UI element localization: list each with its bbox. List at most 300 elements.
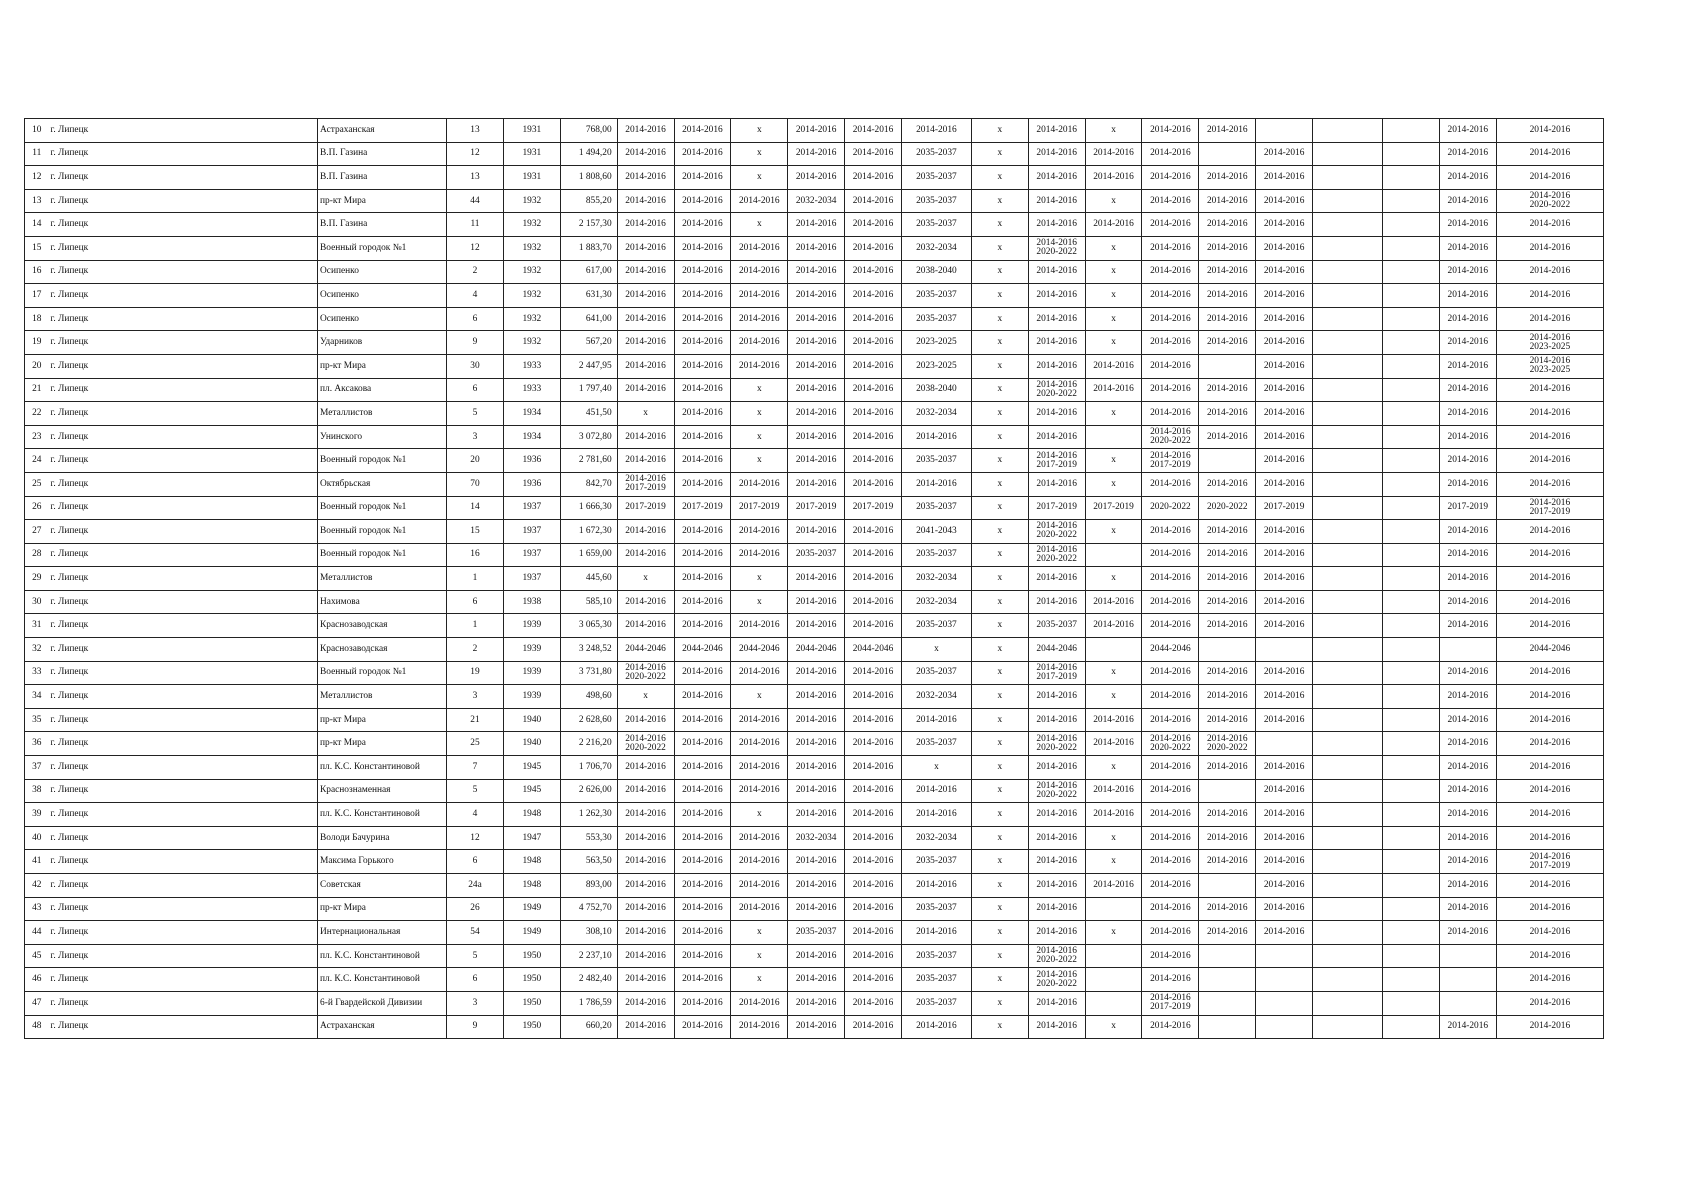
area-cell: 641,00	[560, 307, 617, 331]
city-cell: г. Липецк	[49, 732, 318, 756]
period-cell: 2014-2016	[845, 921, 902, 945]
period-cell: 2044-2046	[1496, 638, 1603, 662]
period-cell	[1383, 166, 1440, 190]
area-cell: 893,00	[560, 874, 617, 898]
period-cell	[1028, 449, 1085, 473]
period-cell: 2014-2016	[1142, 614, 1199, 638]
period-cell: 2014-2016	[845, 425, 902, 449]
period-cell: 2014-2016	[788, 307, 845, 331]
period-cell: х	[971, 661, 1028, 685]
period-cell: 2014-2016	[1256, 520, 1313, 544]
period-cell	[1383, 307, 1440, 331]
period-cell: 2014-2016	[1085, 213, 1142, 237]
row-number: 42	[25, 874, 49, 898]
area-cell: 2 447,95	[560, 354, 617, 378]
period-cell: 2014-2016	[674, 1015, 731, 1039]
period-cell: 2014-2016	[617, 520, 674, 544]
period-cell: 2014-2016	[1142, 590, 1199, 614]
period-cell: 2014-2016	[1142, 543, 1199, 567]
table-row	[25, 166, 1604, 190]
period-cell: 2014-2016	[731, 331, 788, 355]
area-cell: 855,20	[560, 189, 617, 213]
period-cell: 2014-2016	[1496, 119, 1603, 143]
period-cell: 2014-2016	[845, 661, 902, 685]
row-number: 33	[25, 661, 49, 685]
period-line: 2014-2016	[1036, 969, 1077, 980]
period-cell	[1383, 614, 1440, 638]
period-cell: 2014-2016	[788, 472, 845, 496]
build-year-cell: 1934	[503, 402, 560, 426]
period-line: 2014-2016	[1529, 497, 1571, 508]
period-cell: 2014-2016	[1028, 119, 1085, 143]
period-cell: 2014-2016	[788, 166, 845, 190]
period-cell: х	[1085, 567, 1142, 591]
period-cell	[1383, 567, 1440, 591]
period-cell: 2014-2016	[674, 756, 731, 780]
period-line: 2020-2022	[1529, 200, 1571, 211]
period-cell	[1313, 496, 1383, 520]
period-cell: 2014-2016	[1028, 874, 1085, 898]
period-cell: 2014-2016	[1028, 331, 1085, 355]
build-year-cell: 1931	[503, 166, 560, 190]
build-year-cell: 1937	[503, 567, 560, 591]
period-cell	[1383, 189, 1440, 213]
period-cell: 2014-2016	[1142, 874, 1199, 898]
period-cell: 2014-2016	[617, 425, 674, 449]
period-cell	[1085, 543, 1142, 567]
period-cell: 2014-2016	[617, 874, 674, 898]
build-year-cell: 1932	[503, 284, 560, 308]
period-cell	[1313, 921, 1383, 945]
period-cell: х	[1085, 260, 1142, 284]
build-year-cell: 1936	[503, 472, 560, 496]
period-cell: х	[971, 378, 1028, 402]
period-cell: 2014-2016	[1085, 614, 1142, 638]
period-cell: х	[971, 968, 1028, 992]
period-cell: 2014-2016	[674, 425, 731, 449]
table-row	[25, 732, 1604, 756]
period-cell	[1383, 779, 1440, 803]
period-cell: 2014-2016	[617, 543, 674, 567]
period-cell: 2014-2016	[1142, 897, 1199, 921]
city-cell: г. Липецк	[49, 543, 318, 567]
city-cell: г. Липецк	[49, 449, 318, 473]
period-cell: х	[731, 590, 788, 614]
period-cell: 2017-2019	[1256, 496, 1313, 520]
table-row	[25, 874, 1604, 898]
period-cell: 2014-2016	[617, 1015, 674, 1039]
period-cell: 2014-2016	[788, 803, 845, 827]
period-cell: 2014-2016	[1496, 661, 1603, 685]
period-cell	[1383, 378, 1440, 402]
table-row	[25, 307, 1604, 331]
period-cell	[1313, 991, 1383, 1015]
row-number: 26	[25, 496, 49, 520]
period-cell: 2014-2016	[788, 944, 845, 968]
period-cell: 2014-2016	[731, 354, 788, 378]
period-cell: 2014-2016	[1085, 590, 1142, 614]
house-number-cell: 6	[447, 378, 504, 402]
period-cell: 2014-2016	[788, 1015, 845, 1039]
period-cell	[1313, 284, 1383, 308]
period-cell: 2014-2016	[731, 991, 788, 1015]
table-row	[25, 685, 1604, 709]
period-line: 2020-2022	[1036, 247, 1077, 258]
period-cell: 2035-2037	[901, 284, 971, 308]
period-line: 2017-2019	[1036, 671, 1077, 682]
period-cell: х	[971, 638, 1028, 662]
period-cell	[1313, 213, 1383, 237]
period-cell	[1028, 779, 1085, 803]
period-cell: 2014-2016	[1028, 189, 1085, 213]
area-cell: 1 797,40	[560, 378, 617, 402]
table-row	[25, 661, 1604, 685]
period-cell	[1313, 661, 1383, 685]
city-cell: г. Липецк	[49, 708, 318, 732]
area-cell: 617,00	[560, 260, 617, 284]
build-year-cell: 1939	[503, 685, 560, 709]
period-cell: 2041-2043	[901, 520, 971, 544]
build-year-cell: 1945	[503, 779, 560, 803]
build-year-cell: 1948	[503, 803, 560, 827]
period-cell: 2014-2016	[788, 779, 845, 803]
period-cell: 2014-2016	[845, 732, 902, 756]
period-cell: 2014-2016	[1199, 921, 1256, 945]
build-year-cell: 1937	[503, 520, 560, 544]
period-cell	[1199, 638, 1256, 662]
period-cell	[1383, 1015, 1440, 1039]
period-cell: 2014-2016	[1142, 921, 1199, 945]
period-cell: 2014-2016	[731, 236, 788, 260]
period-cell: 2014-2016	[1199, 590, 1256, 614]
street-cell: пр-кт Мира	[318, 708, 447, 732]
period-cell: 2014-2016	[788, 968, 845, 992]
period-cell: 2023-2025	[901, 331, 971, 355]
period-cell: 2035-2037	[901, 307, 971, 331]
city-cell: г. Липецк	[49, 213, 318, 237]
period-cell: 2014-2016	[617, 850, 674, 874]
period-cell: 2014-2016	[1256, 166, 1313, 190]
period-cell: 2014-2016	[788, 331, 845, 355]
period-cell: 2035-2037	[901, 661, 971, 685]
period-cell: 2014-2016	[674, 354, 731, 378]
period-cell: 2014-2016	[1439, 567, 1496, 591]
period-cell: 2014-2016	[1496, 732, 1603, 756]
period-cell: 2035-2037	[1028, 614, 1085, 638]
period-cell: 2014-2016	[674, 378, 731, 402]
period-cell: 2032-2034	[788, 189, 845, 213]
period-cell: 2014-2016	[674, 119, 731, 143]
period-cell: х	[971, 260, 1028, 284]
table-row	[25, 260, 1604, 284]
street-cell: Военный городок №1	[318, 543, 447, 567]
street-cell: В.П. Газина	[318, 213, 447, 237]
build-year-cell: 1945	[503, 756, 560, 780]
period-cell: 2014-2016	[1028, 284, 1085, 308]
period-cell: 2014-2016	[1439, 921, 1496, 945]
city-cell: г. Липецк	[49, 944, 318, 968]
period-cell	[1199, 779, 1256, 803]
period-cell: 2014-2016	[845, 543, 902, 567]
area-cell: 2 237,10	[560, 944, 617, 968]
period-cell: 2014-2016	[1142, 260, 1199, 284]
period-cell	[1199, 142, 1256, 166]
period-cell: 2014-2016	[731, 307, 788, 331]
table-row	[25, 614, 1604, 638]
period-cell: 2014-2016	[674, 142, 731, 166]
build-year-cell: 1950	[503, 1015, 560, 1039]
area-cell: 4 752,70	[560, 897, 617, 921]
period-cell: х	[1085, 331, 1142, 355]
period-cell: 2014-2016	[845, 567, 902, 591]
period-cell: 2014-2016	[1028, 567, 1085, 591]
period-cell: 2014-2016	[1142, 119, 1199, 143]
city-cell: г. Липецк	[49, 142, 318, 166]
period-cell: 2014-2016	[1142, 402, 1199, 426]
period-cell: 2014-2016	[1028, 307, 1085, 331]
area-cell: 3 731,80	[560, 661, 617, 685]
period-cell: 2014-2016	[1496, 236, 1603, 260]
period-cell: 2014-2016	[1028, 850, 1085, 874]
period-cell: 2014-2016	[1142, 307, 1199, 331]
house-number-cell: 26	[447, 897, 504, 921]
city-cell: г. Липецк	[49, 638, 318, 662]
period-cell: 2014-2016	[674, 732, 731, 756]
period-cell: 2014-2016	[1142, 779, 1199, 803]
period-line: 2020-2022	[1036, 553, 1077, 564]
period-line: 2014-2016	[1529, 332, 1571, 343]
period-cell: 2014-2016	[731, 543, 788, 567]
period-cell: 2014-2016	[1085, 166, 1142, 190]
period-cell	[1313, 590, 1383, 614]
area-cell: 308,10	[560, 921, 617, 945]
table-row	[25, 944, 1604, 968]
build-year-cell: 1932	[503, 236, 560, 260]
period-cell	[1256, 638, 1313, 662]
period-cell: 2014-2016	[674, 661, 731, 685]
period-cell: 2014-2016	[617, 142, 674, 166]
period-cell: 2014-2016	[731, 708, 788, 732]
period-cell: 2014-2016	[731, 779, 788, 803]
period-cell	[1313, 520, 1383, 544]
street-cell: Ударников	[318, 331, 447, 355]
period-cell: 2014-2016	[788, 991, 845, 1015]
period-cell: 2014-2016	[901, 708, 971, 732]
period-cell: 2014-2016	[1439, 260, 1496, 284]
period-cell: 2014-2016	[617, 708, 674, 732]
period-cell: 2014-2016	[674, 944, 731, 968]
period-cell: 2014-2016	[1256, 307, 1313, 331]
period-cell	[1439, 944, 1496, 968]
build-year-cell: 1940	[503, 732, 560, 756]
period-cell: 2014-2016	[1028, 472, 1085, 496]
period-cell	[1496, 331, 1603, 355]
street-cell: Осипенко	[318, 284, 447, 308]
period-cell: 2014-2016	[1496, 425, 1603, 449]
period-cell: 2014-2016	[731, 661, 788, 685]
period-cell: 2035-2037	[901, 496, 971, 520]
build-year-cell: 1950	[503, 968, 560, 992]
street-cell: пл. К.С. Константиновой	[318, 803, 447, 827]
period-cell	[1313, 826, 1383, 850]
period-cell: 2014-2016	[1439, 732, 1496, 756]
housing-repair-schedule-table	[24, 118, 1604, 1039]
table-row	[25, 543, 1604, 567]
period-cell: 2044-2046	[674, 638, 731, 662]
row-number: 28	[25, 543, 49, 567]
period-cell: 2014-2016	[1256, 472, 1313, 496]
area-cell: 553,30	[560, 826, 617, 850]
period-cell: 2014-2016	[901, 779, 971, 803]
period-cell: 2014-2016	[1142, 142, 1199, 166]
period-cell: 2014-2016	[1199, 331, 1256, 355]
table-row	[25, 213, 1604, 237]
period-cell: 2017-2019	[1085, 496, 1142, 520]
period-cell: 2014-2016	[1028, 991, 1085, 1015]
table-row	[25, 991, 1604, 1015]
period-cell: 2014-2016	[1256, 897, 1313, 921]
period-cell: 2014-2016	[901, 425, 971, 449]
period-cell: 2014-2016	[1199, 685, 1256, 709]
city-cell: г. Липецк	[49, 614, 318, 638]
period-cell	[1142, 732, 1199, 756]
build-year-cell: 1937	[503, 496, 560, 520]
row-number: 25	[25, 472, 49, 496]
period-cell: 2014-2016	[674, 897, 731, 921]
city-cell: г. Липецк	[49, 779, 318, 803]
period-cell: 2035-2037	[901, 991, 971, 1015]
period-cell: 2014-2016	[1085, 378, 1142, 402]
period-cell	[1028, 944, 1085, 968]
period-cell: 2014-2016	[1142, 354, 1199, 378]
period-cell	[1313, 944, 1383, 968]
row-number: 43	[25, 897, 49, 921]
period-cell: 2014-2016	[788, 354, 845, 378]
period-cell: 2014-2016	[1496, 543, 1603, 567]
build-year-cell: 1947	[503, 826, 560, 850]
row-number: 35	[25, 708, 49, 732]
period-cell: 2014-2016	[731, 520, 788, 544]
house-number-cell: 7	[447, 756, 504, 780]
period-cell: 2014-2016	[1439, 520, 1496, 544]
period-cell: 2035-2037	[901, 732, 971, 756]
period-cell: 2014-2016	[1142, 661, 1199, 685]
period-cell: х	[731, 803, 788, 827]
city-cell: г. Липецк	[49, 850, 318, 874]
house-number-cell: 3	[447, 425, 504, 449]
period-cell: 2014-2016	[617, 756, 674, 780]
period-cell: 2014-2016	[845, 119, 902, 143]
period-cell: 2017-2019	[1028, 496, 1085, 520]
period-cell: 2014-2016	[1496, 708, 1603, 732]
period-cell	[1313, 874, 1383, 898]
table-row	[25, 331, 1604, 355]
build-year-cell: 1939	[503, 638, 560, 662]
period-cell	[1028, 520, 1085, 544]
city-cell: г. Липецк	[49, 166, 318, 190]
period-cell: 2014-2016	[1256, 142, 1313, 166]
period-cell: 2014-2016	[788, 708, 845, 732]
period-cell	[1313, 543, 1383, 567]
period-cell: 2014-2016	[788, 614, 845, 638]
period-cell: 2014-2016	[1256, 803, 1313, 827]
period-cell	[1313, 756, 1383, 780]
period-cell: 2014-2016	[1142, 166, 1199, 190]
period-cell: 2014-2016	[1496, 567, 1603, 591]
period-cell: 2014-2016	[674, 874, 731, 898]
period-cell: 2014-2016	[1028, 826, 1085, 850]
period-cell: 2014-2016	[731, 874, 788, 898]
period-cell: 2014-2016	[845, 685, 902, 709]
period-line: 2014-2016	[1150, 993, 1191, 1004]
period-cell: 2014-2016	[1496, 520, 1603, 544]
area-cell: 2 157,30	[560, 213, 617, 237]
period-cell: 2014-2016	[1199, 284, 1256, 308]
house-number-cell: 5	[447, 944, 504, 968]
row-number: 12	[25, 166, 49, 190]
period-cell: 2014-2016	[1439, 661, 1496, 685]
period-cell	[1383, 991, 1440, 1015]
period-cell: 2014-2016	[845, 449, 902, 473]
street-cell: Металлистов	[318, 685, 447, 709]
period-cell	[1313, 968, 1383, 992]
period-cell: 2014-2016	[788, 284, 845, 308]
build-year-cell: 1932	[503, 307, 560, 331]
row-number: 47	[25, 991, 49, 1015]
period-cell: х	[971, 708, 1028, 732]
period-cell	[1085, 944, 1142, 968]
period-cell: х	[971, 803, 1028, 827]
period-cell: 2014-2016	[901, 472, 971, 496]
row-number: 32	[25, 638, 49, 662]
period-cell: 2014-2016	[1256, 685, 1313, 709]
row-number: 24	[25, 449, 49, 473]
table-body	[25, 119, 1604, 1039]
period-cell: 2014-2016	[1496, 378, 1603, 402]
period-cell: 2014-2016	[1142, 378, 1199, 402]
period-cell: 2014-2016	[788, 520, 845, 544]
period-cell: 2014-2016	[1496, 472, 1603, 496]
period-cell: 2014-2016	[1496, 213, 1603, 237]
period-cell: 2017-2019	[617, 496, 674, 520]
period-cell: 2014-2016	[1496, 874, 1603, 898]
period-cell: 2014-2016	[845, 1015, 902, 1039]
city-cell: г. Липецк	[49, 756, 318, 780]
period-cell: 2014-2016	[1199, 826, 1256, 850]
city-cell: г. Липецк	[49, 826, 318, 850]
period-cell	[1313, 402, 1383, 426]
period-cell: 2014-2016	[1028, 166, 1085, 190]
period-cell	[1313, 708, 1383, 732]
period-cell: 2014-2016	[674, 189, 731, 213]
area-cell: 1 883,70	[560, 236, 617, 260]
row-number: 46	[25, 968, 49, 992]
period-cell: 2014-2016	[845, 520, 902, 544]
period-cell: 2014-2016	[617, 378, 674, 402]
period-cell: 2014-2016	[1256, 189, 1313, 213]
period-cell: 2014-2016	[788, 378, 845, 402]
period-cell: 2014-2016	[674, 803, 731, 827]
build-year-cell: 1937	[503, 543, 560, 567]
period-cell	[1199, 732, 1256, 756]
period-line: 2020-2022	[1150, 742, 1191, 753]
period-cell: 2014-2016	[1439, 189, 1496, 213]
period-cell: 2014-2016	[1256, 284, 1313, 308]
period-cell: 2014-2016	[845, 260, 902, 284]
period-cell	[1313, 166, 1383, 190]
period-cell	[1085, 991, 1142, 1015]
period-cell	[1028, 378, 1085, 402]
